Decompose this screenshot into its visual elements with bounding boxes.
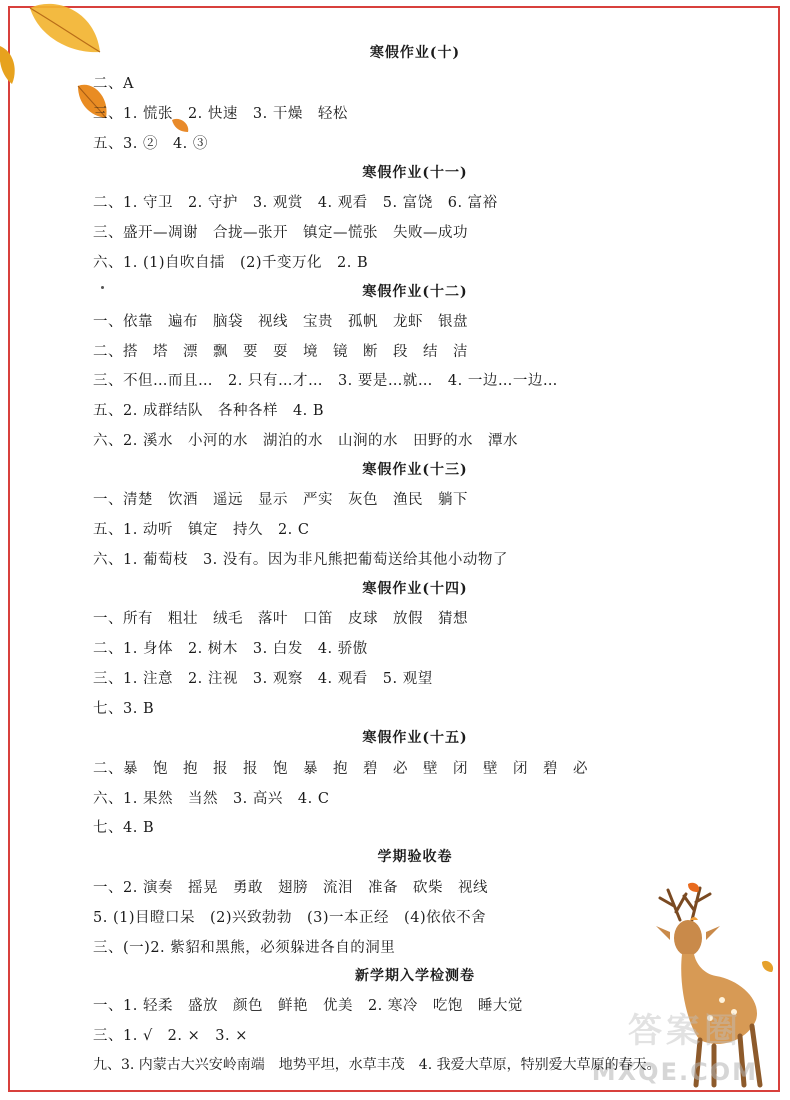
answer-line: 一、所有 粗壮 绒毛 落叶 口笛 皮球 放假 猜想 bbox=[93, 611, 468, 627]
answer-line: 二、搭 塔 漂 飘 要 耍 境 镜 断 段 结 洁 bbox=[93, 344, 468, 360]
answer-line: 5. (1)目瞪口呆 (2)兴致勃勃 (3)一本正经 (4)依依不舍 bbox=[93, 910, 487, 926]
answer-line: 六、1. 果然 当然 3. 高兴 4. C bbox=[93, 791, 330, 807]
answer-line: 六、2. 溪水 小河的水 湖泊的水 山涧的水 田野的水 潭水 bbox=[93, 433, 518, 449]
watermark-domain: MXQE.COM bbox=[591, 1058, 758, 1086]
answer-line: 三、1. 慌张 2. 快速 3. 干燥 轻松 bbox=[93, 106, 348, 122]
section-title: 寒假作业(十二) bbox=[362, 284, 468, 300]
answer-line: 三、不但…而且… 2. 只有…才… 3. 要是…就… 4. 一边…一边… bbox=[93, 373, 558, 389]
answer-line: 三、盛开—凋谢 合拢—张开 镇定—慌张 失败—成功 bbox=[93, 225, 468, 241]
answer-line: 一、2. 演奏 摇晃 勇敢 翅膀 流泪 准备 砍柴 视线 bbox=[93, 880, 488, 896]
answer-line: 五、3. ② 4. ③ bbox=[93, 136, 208, 152]
section-title: 寒假作业(十四) bbox=[362, 581, 468, 597]
section-title: 寒假作业(十五) bbox=[362, 730, 468, 746]
answer-line: 二、1. 守卫 2. 守护 3. 观赏 4. 观看 5. 富饶 6. 富裕 bbox=[93, 195, 498, 211]
answer-line: 五、1. 动听 镇定 持久 2. C bbox=[93, 522, 310, 538]
answer-line: 五、2. 成群结队 各种各样 4. B bbox=[93, 403, 325, 419]
answer-line: 二、A bbox=[93, 76, 134, 92]
answer-line: 一、依靠 遍布 脑袋 视线 宝贵 孤帆 龙虾 银盘 bbox=[93, 314, 468, 330]
answer-line: 七、4. B bbox=[93, 820, 155, 836]
answer-line: 二、暴 饱 抱 报 报 饱 暴 抱 碧 必 壁 闭 壁 闭 碧 必 bbox=[93, 761, 588, 777]
answer-line: 一、清楚 饮酒 遥远 显示 严实 灰色 渔民 躺下 bbox=[93, 492, 468, 508]
answer-line: 七、3. B bbox=[93, 701, 155, 717]
answer-line: 三、1. 注意 2. 注视 3. 观察 4. 观看 5. 观望 bbox=[93, 671, 433, 687]
answer-line: 三、(一)2. 紫貂和黑熊，必须躲进各自的洞里 bbox=[93, 940, 396, 956]
section-title: 新学期入学检测卷 bbox=[355, 968, 475, 984]
answer-line: 六、1. (1)自吹自擂 (2)千变万化 2. B bbox=[93, 255, 369, 271]
section-title: 寒假作业(十三) bbox=[362, 462, 468, 478]
answer-line: 一、1. 轻柔 盛放 颜色 鲜艳 优美 2. 寒冷 吃饱 睡大觉 bbox=[93, 998, 523, 1014]
section-title: 寒假作业(十) bbox=[369, 45, 461, 61]
answer-line: 六、1. 葡萄枝 3. 没有。因为非凡熊把葡萄送给其他小动物了 bbox=[93, 552, 508, 568]
watermark-chars: 答案圈 bbox=[628, 1011, 742, 1051]
answer-line: 三、1. √ 2. × 3. × bbox=[93, 1028, 248, 1044]
answer-line: 二、1. 身体 2. 树木 3. 白发 4. 骄傲 bbox=[93, 641, 368, 657]
section-title: 学期验收卷 bbox=[377, 849, 453, 865]
answer-line: 九、3. 内蒙古大兴安岭南端 地势平坦，水草丰茂 4. 我爱大草原，特别爱大草原的春天。 bbox=[93, 1057, 661, 1073]
section-title: 寒假作业(十一) bbox=[362, 165, 468, 181]
